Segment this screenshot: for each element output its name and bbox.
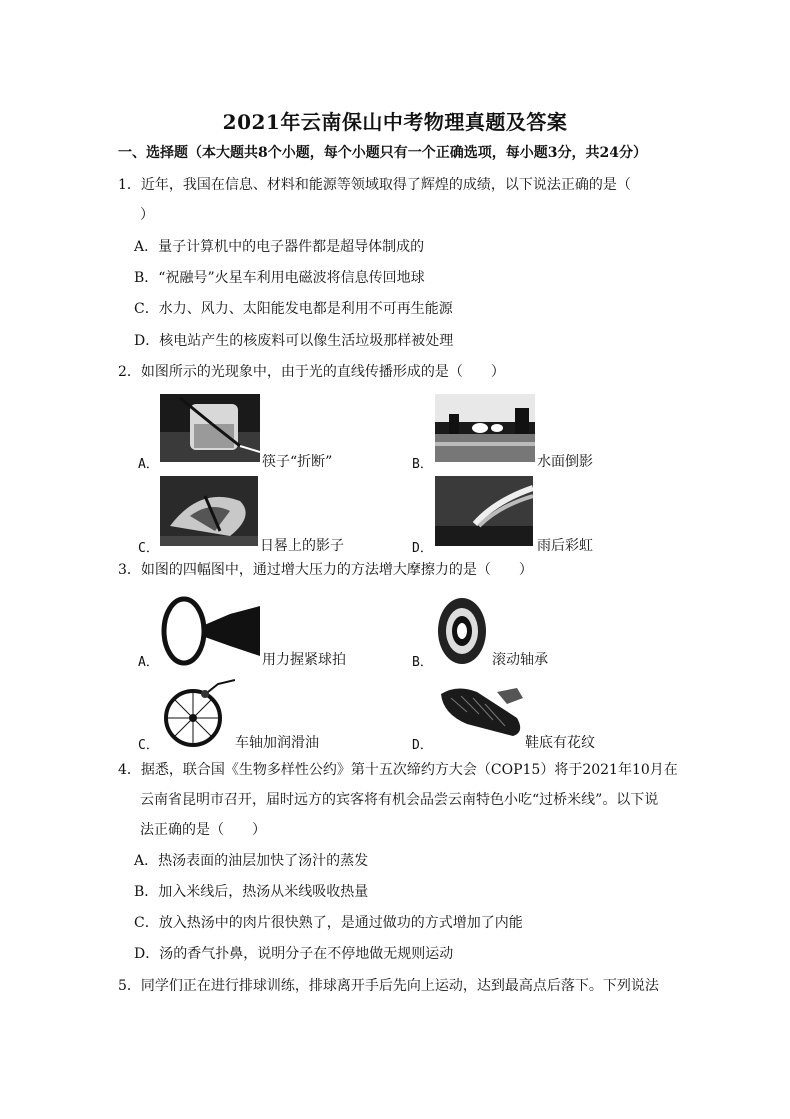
q4-option-d: D．汤的香气扑鼻，说明分子在不停地做无规则运动 xyxy=(134,946,454,962)
q2-letter-a: A． xyxy=(138,457,159,472)
racket-photo xyxy=(160,596,260,666)
bicycle-wheel-photo xyxy=(163,676,235,748)
q3-letter-a: A． xyxy=(138,655,159,670)
q2-caption-a: 筷子“折断” xyxy=(262,454,333,470)
q1-option-d: D．核电站产生的核废料可以像生活垃圾那样被处理 xyxy=(134,333,454,349)
q2-stem: 2．如图所示的光现象中，由于光的直线传播形成的是（ ） xyxy=(118,364,505,380)
q3-caption-d: 鞋底有花纹 xyxy=(525,735,595,751)
section-heading: 一、选择题（本大题共8个小题，每个小题只有一个正确选项，每小题3分，共24分） xyxy=(118,145,647,161)
q4-stem-line3: 法正确的是（ ） xyxy=(140,822,266,838)
q3-caption-b: 滚动轴承 xyxy=(492,652,548,668)
sundial-photo xyxy=(160,476,258,546)
q1-stem-line2: ） xyxy=(140,207,154,223)
q5-stem-line1: 5．同学们正在进行排球训练，排球离开手后先向上运动，达到最高点后落下。下列说法 xyxy=(118,978,659,994)
q4-stem-line2: 云南省昆明市召开，届时远方的宾客将有机会品尝云南特色小吃“过桥米线”。以下说 xyxy=(140,792,659,808)
shoe-sole-photo xyxy=(437,684,525,740)
water-reflection-photo xyxy=(435,394,535,462)
rainbow-photo xyxy=(435,476,533,546)
q2-letter-b: B． xyxy=(412,457,433,472)
q4-option-c: C．放入热汤中的肉片很快熟了，是通过做功的方式增加了内能 xyxy=(134,915,523,931)
q3-caption-a: 用力握紧球拍 xyxy=(262,652,346,668)
q3-letter-d: D． xyxy=(412,738,433,753)
q3-letter-c: C． xyxy=(138,738,159,753)
q2-caption-d: 雨后彩虹 xyxy=(537,538,593,554)
q1-option-b: B．“祝融号”火星车利用电磁波将信息传回地球 xyxy=(134,270,425,286)
q4-stem-line1: 4．据悉，联合国《生物多样性公约》第十五次缔约方大会（COP15）将于2021年10月在 xyxy=(118,762,678,778)
document-title: 2021年云南保山中考物理真题及答案 xyxy=(222,110,568,134)
q3-stem: 3．如图的四幅图中，通过增大压力的方法增大摩擦力的是（ ） xyxy=(118,562,533,578)
q3-caption-c: 车轴加润滑油 xyxy=(235,735,319,751)
q1-option-a: A．量子计算机中的电子器件都是超导体制成的 xyxy=(134,239,425,255)
chopsticks-photo xyxy=(160,394,260,462)
q3-letter-b: B． xyxy=(412,655,433,670)
q4-option-b: B．加入米线后，热汤从米线吸收热量 xyxy=(134,884,369,900)
q2-caption-c: 日晷上的影子 xyxy=(260,538,344,554)
q1-stem-line1: 1．近年，我国在信息、材料和能源等领域取得了辉煌的成绩，以下说法正确的是（ xyxy=(118,177,631,193)
q1-option-c: C．水力、风力、太阳能发电都是利用不可再生能源 xyxy=(134,301,453,317)
q2-letter-d: D． xyxy=(412,541,433,556)
bearing-photo xyxy=(436,596,488,666)
q4-option-a: A．热汤表面的油层加快了汤汁的蒸发 xyxy=(134,853,369,869)
q2-caption-b: 水面倒影 xyxy=(537,454,593,470)
q2-letter-c: C． xyxy=(138,541,159,556)
